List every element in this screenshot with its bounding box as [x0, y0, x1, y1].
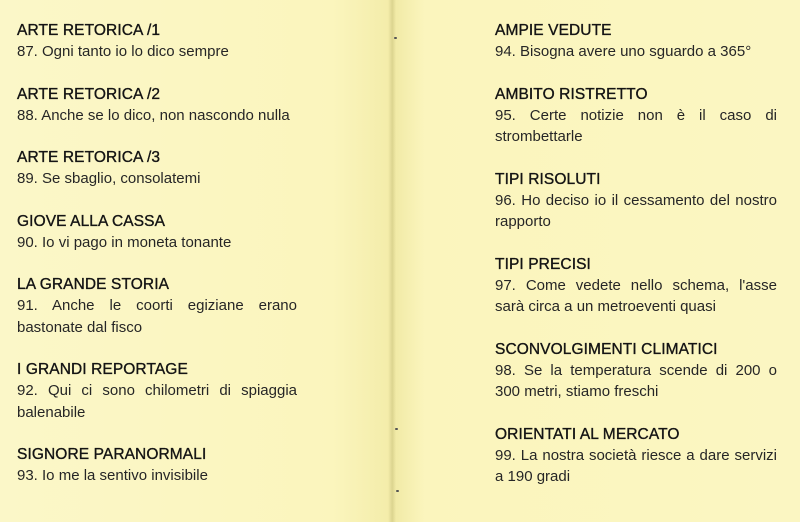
book-gutter	[388, 0, 396, 522]
left-page	[0, 0, 392, 522]
entry-93	[17, 444, 297, 487]
entry-heading: I GRANDI REPORTAGE	[17, 361, 188, 378]
print-speck	[394, 37, 397, 39]
entry-text: 99. La nostra società riesce a dare servizi a 190 gradi	[495, 446, 777, 485]
entry-heading: ARTE RETORICA /2	[17, 85, 161, 103]
entry-heading: TIPI PRECISI	[495, 255, 591, 273]
right-page	[392, 0, 800, 522]
entry-92	[17, 359, 297, 423]
entry-99	[495, 424, 777, 488]
entry-heading: LA GRANDE STORIA	[17, 276, 170, 293]
entry-95	[495, 84, 777, 148]
entry-text: 92. Qui ci sono chilometri di spiaggia balenabile	[17, 382, 297, 421]
entry-text: 91. Anche le coorti egiziane erano bastonate dal fisco	[17, 297, 297, 336]
entry-text: 94. Bisogna avere uno sguardo a 365°	[495, 43, 752, 60]
entry-heading: AMPIE VEDUTE	[495, 22, 612, 39]
entry-89	[17, 147, 297, 190]
entry-heading: SCONVOLGIMENTI CLIMATICI	[495, 340, 718, 358]
entry-text: 87. Ogni tanto io lo dico sempre	[17, 43, 229, 60]
entry-text: 98. Se la temperatura scende di 200 o 300 metri, stiamo freschi	[495, 361, 777, 400]
entry-heading: SIGNORE PARANORMALI	[17, 446, 207, 463]
entry-text: 95. Certe notizie non è il caso di strombettarle	[495, 106, 777, 145]
print-speck	[396, 490, 399, 492]
entry-87	[17, 20, 297, 63]
entry-text: 89. Se sbaglio, consolatemi	[17, 170, 201, 187]
entry-94	[495, 20, 777, 63]
entry-heading: AMBITO RISTRETTO	[495, 85, 648, 103]
entry-heading: TIPI RISOLUTI	[495, 170, 601, 188]
entry-heading: ARTE RETORICA /3	[17, 149, 161, 166]
entry-90	[17, 211, 297, 254]
entry-98	[495, 339, 777, 403]
entry-heading: ARTE RETORICA /1	[17, 22, 161, 39]
entry-text: 96. Ho deciso io il cessamento del nostro rapporto	[495, 191, 777, 230]
print-speck	[395, 428, 398, 430]
entry-text: 90. Io vi pago in moneta tonante	[17, 233, 232, 251]
entry-97	[495, 254, 777, 318]
entry-text: 88. Anche se lo dico, non nascondo nulla	[17, 106, 290, 124]
entry-text: 97. Come vedete nello schema, l'asse sarà circa a un metroeventi quasi	[495, 276, 777, 315]
entry-heading: GIOVE ALLA CASSA	[17, 212, 166, 230]
entry-96	[495, 169, 777, 233]
entry-88	[17, 84, 297, 127]
entry-text: 93. Io me la sentivo invisibile	[17, 467, 208, 484]
entry-91	[17, 274, 297, 338]
entry-heading: ORIENTATI AL MERCATO	[495, 425, 680, 443]
